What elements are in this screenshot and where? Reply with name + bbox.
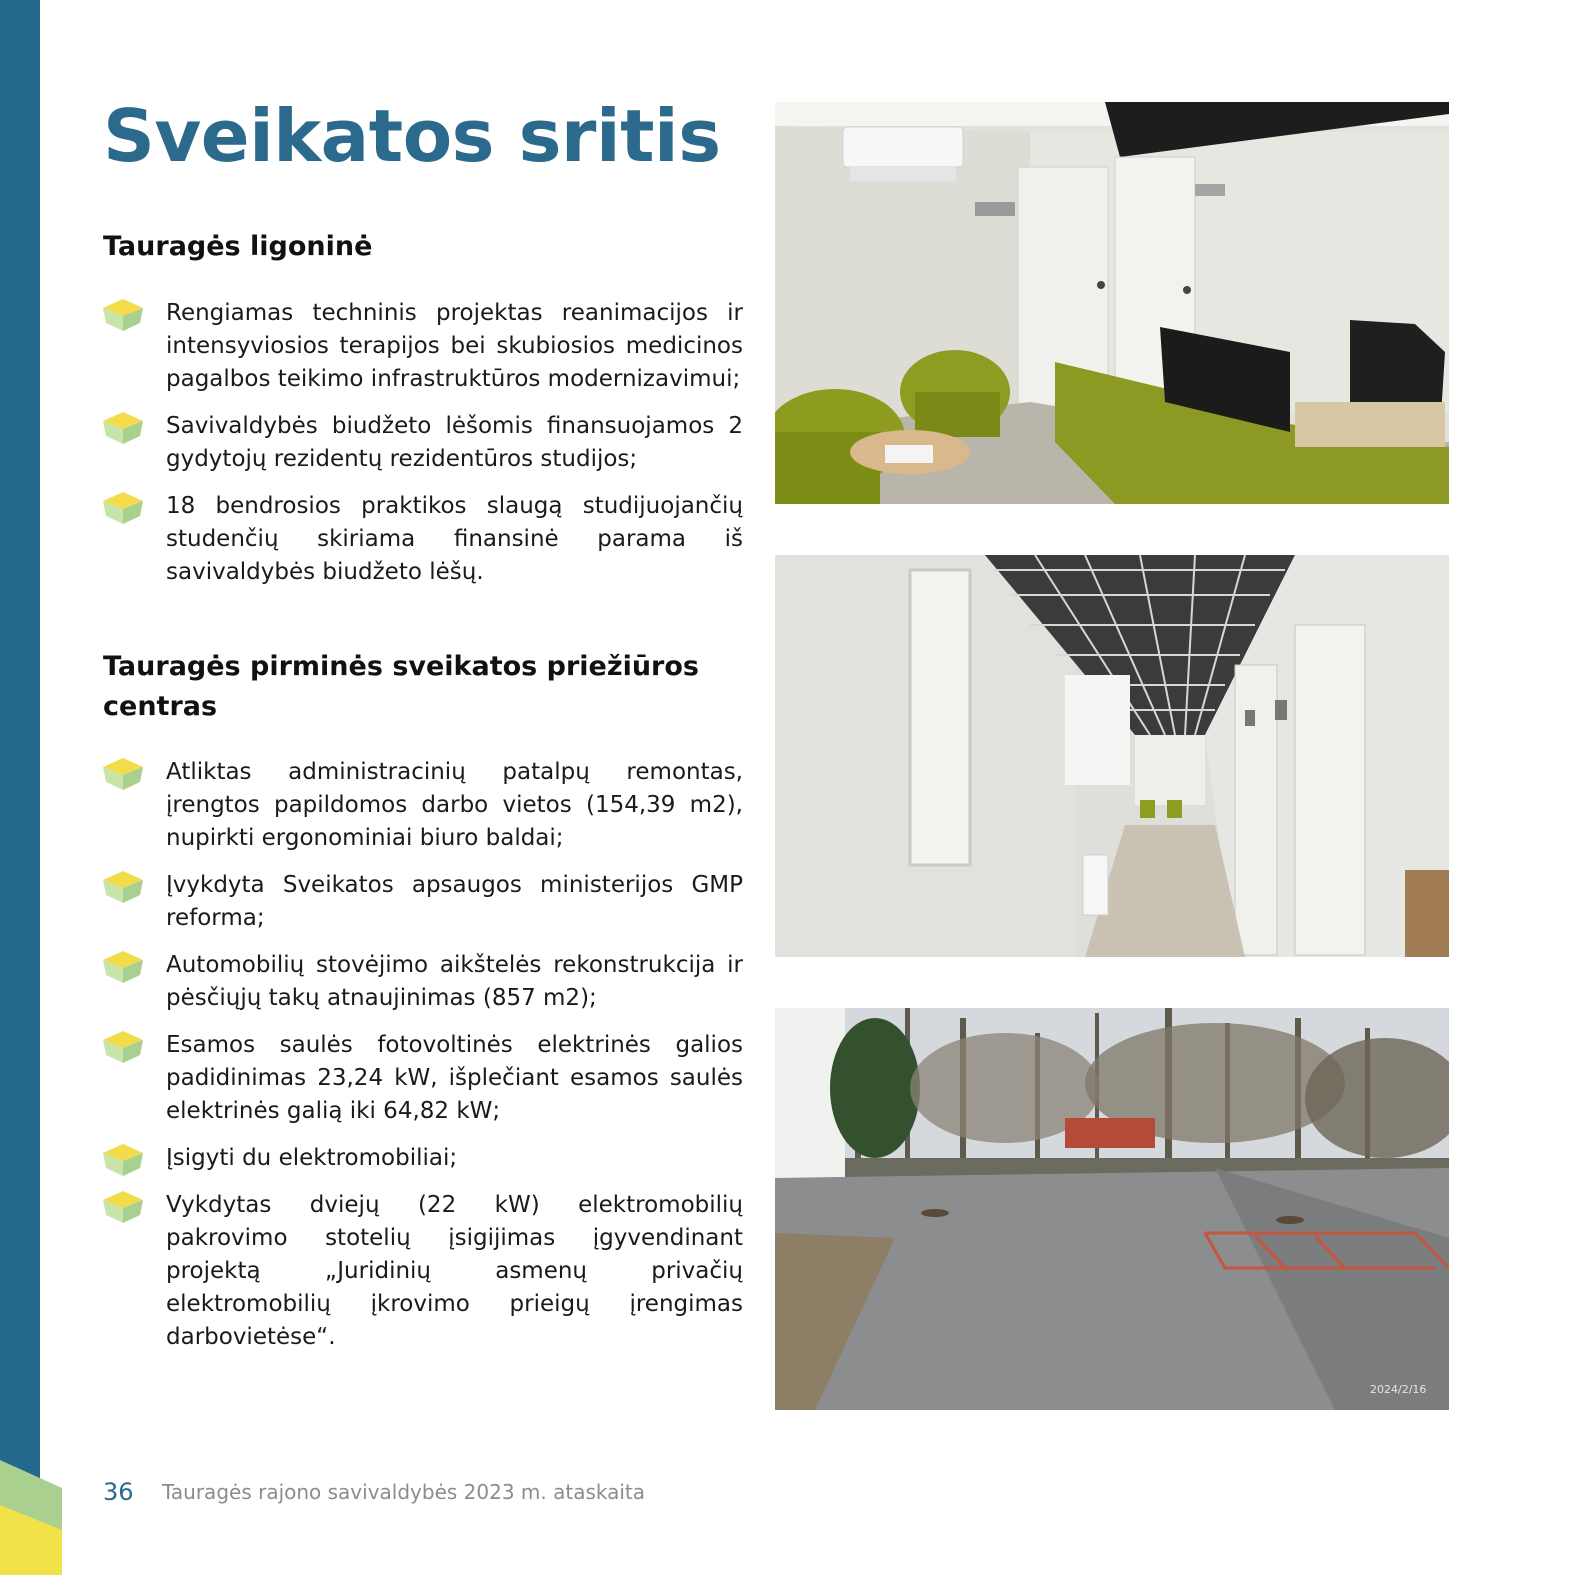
page-number: 36 [103,1478,134,1506]
list-item: Įsigyti du elektromobiliai; [103,1142,743,1175]
hospital-list [103,297,743,603]
cube-bullet-icon [103,951,143,983]
cube-bullet-icon [103,871,143,903]
list-item: Įvykdyta Sveikatos apsaugos ministerijos GMP reforma; [103,869,743,935]
cube-bullet-icon [103,1031,143,1063]
list-item: Automobilių stovėjimo aikštelės rekonstrukcija ir pėsčiųjų takų atnaujinimas (857 m2); [103,949,743,1015]
reception-photo [775,102,1449,504]
corner-decoration [0,1460,62,1575]
page-title: Sveikatos sritis [103,94,721,178]
left-accent-bar [0,0,40,1575]
cube-bullet-icon [103,758,143,790]
cube-bullet-icon [103,492,143,524]
primary-care-list [103,756,743,1368]
section-heading-hospital: Tauragės ligoninė [103,231,373,262]
cube-bullet-icon [103,412,143,444]
parking-lot-photo [775,1008,1449,1410]
list-item: Esamos saulės fotovoltinės elektrinės galios padidinimas 23,24 kW, išplečiant esamos saulės elektrinės galią iki 64,82 kW; [103,1029,743,1128]
publication-title: Tauragės rajono savivaldybės 2023 m. ataskaita [162,1480,646,1504]
section-heading-primary-care: Tauragės pirminės sveikatos priežiūros centras [103,651,699,722]
cube-bullet-icon [103,1144,143,1176]
list-item: Rengiamas techninis projektas reanimacijos ir intensyviosios terapijos bei skubiosios medicinos pagalbos teikimo infrastruktūros modernizavimui; [103,297,743,396]
photo-date-stamp: 2024/2/16 [1370,1383,1427,1396]
list-item: Savivaldybės biudžeto lėšomis finansuojamos 2 gydytojų rezidentų rezidentūros studijos; [103,410,743,476]
list-item: Atliktas administracinių patalpų remontas, įrengtos papildomos darbo vietos (154,39 m2), nupirkti ergonominiai biuro baldai; [103,756,743,855]
cube-bullet-icon [103,299,143,331]
cube-bullet-icon [103,1191,143,1223]
corridor-photo [775,555,1449,957]
list-item: 18 bendrosios praktikos slaugą studijuojančių studenčių skiriama finansinė parama iš savivaldybės biudžeto lėšų. [103,490,743,589]
list-item: Vykdytas dviejų (22 kW) elektromobilių pakrovimo stotelių įsigijimas įgyvendinant projektą „Juridinių asmenų privačių elektromobilių įkrovimo prieigų įrengimas darbovietėse“. [103,1189,743,1354]
